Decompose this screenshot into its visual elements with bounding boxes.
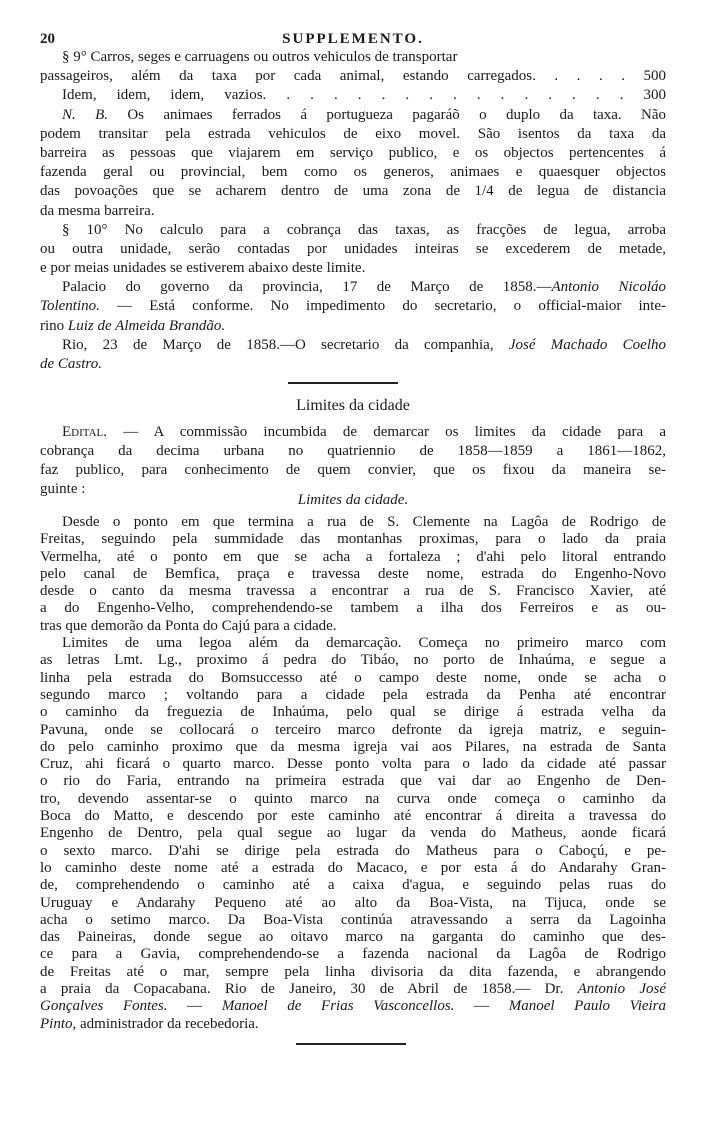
text-line: [40, 998, 666, 1015]
text-line: [40, 635, 666, 652]
text-line: [40, 739, 666, 756]
text-segment: passageiros, além da taxa por cada animal, estando carregados. . . . . 500: [40, 68, 666, 85]
text-line: [40, 549, 666, 566]
text-line: [40, 756, 666, 773]
italic-text: Manoel de Frias Vasconcellos.: [221, 998, 455, 1015]
text-line: [40, 877, 666, 894]
text-segment: Vermelha, até o ponto em que se acha a fortaleza ; d'ahi pelo litoral entrando: [40, 548, 666, 565]
text-segment: tro, devendo assentar-se o quinto marco na curva onde começa o caminho da: [40, 790, 666, 807]
text-segment: o rio do Faria, entrando na primeira estrada que vai dar ao Engenho de Den-: [40, 773, 666, 790]
edital-paragraph: [40, 423, 666, 499]
italic-text: Antonio Nicoláo: [551, 279, 666, 296]
text-line: [40, 670, 666, 687]
subsection-title: Limites da cidade.: [297, 492, 409, 508]
italic-text: N. B.: [62, 106, 109, 123]
text-line: [40, 259, 666, 278]
text-line: [40, 278, 666, 297]
text-segment: Cruz, ahi ficará o quarto marco. Desse ponto volta para o lado da cidade até passar: [40, 756, 666, 773]
text-segment: § 10° No calculo para a cobrança das taxas, as fracções de legua, arroba: [62, 221, 666, 238]
text-segment: linha pela estrada do Bomsuccesso até o campo deste nome, onde se acha o: [40, 669, 666, 686]
text-segment: e por meias unidades se estiverem abaixo deste limite.: [40, 260, 366, 277]
text-segment: Freitas, seguindo pela summidade das montanhas proximas, para o lado da praia: [40, 531, 666, 548]
text-line: [40, 86, 666, 105]
text-line: [40, 182, 666, 201]
text-segment: Idem, idem, idem, vazios. . . . . . . . . . . . . . . . 300: [62, 87, 666, 104]
text-line: [40, 895, 666, 912]
text-segment: Boca do Matto, e descendo por este caminho até encontrar á direita a travessa do: [40, 808, 666, 825]
text-line: [40, 317, 666, 336]
italic-text: Pinto,: [40, 1015, 77, 1032]
text-segment: § 9° Carros, seges e carruagens ou outros vehiculos de transportar: [62, 49, 458, 65]
text-line: [40, 514, 666, 531]
text-segment: o sexto marco. D'ahi se dirige pela estrada do Matheus para o Caboçú, e pe-: [40, 842, 666, 859]
section-divider: [288, 382, 398, 384]
text-line: [40, 240, 666, 259]
italic-text: Luiz de Almeida Brandão.: [67, 317, 226, 334]
text-segment: barreira as pessoas que viajarem em serviço publico, e os objectos pertencentes á: [40, 144, 666, 161]
text-segment: cobrança da decima urbana no quatriennio de 1858—1859 a 1861—1862,: [40, 443, 666, 459]
text-line: [40, 618, 666, 635]
text-segment: desde o canto da mesma travessa a encontrar a rua de S. Francisco Xavier, até: [40, 583, 666, 600]
text-line: [40, 808, 666, 825]
text-line: [40, 981, 666, 998]
italic-text: de Castro.: [40, 356, 102, 372]
closing-divider: [296, 1043, 406, 1045]
text-line: [40, 202, 666, 221]
text-line: [40, 125, 666, 144]
italic-text: Gonçalves Fontes.: [40, 998, 168, 1015]
text-segment: — A commissão incumbida de demarcar os limites da cidade para a: [107, 424, 666, 440]
text-line: [40, 946, 666, 963]
text-line: [40, 860, 666, 877]
text-line: [40, 461, 666, 480]
running-title: SUPPLEMENTO.: [282, 31, 424, 47]
text-segment: pelo canal de Bemfica, praça e travessa deste nome, estrada do Engenho-Novo: [40, 565, 666, 582]
text-segment: acha o setimo marco. Da Boa-Vista continúa atravessando a serra da Lagoinha: [40, 911, 666, 928]
text-line: [40, 964, 666, 981]
text-line: [40, 221, 666, 240]
text-segment: Rio, 23 de Março de 1858.—O secretario da companhia,: [62, 336, 509, 353]
text-segment: fazenda geral ou provincial, bem como os generos, animaes e quaesquer objectos: [40, 164, 666, 181]
text-line: [40, 67, 666, 86]
italic-text: José Machado Coelho: [508, 336, 666, 353]
text-line: [40, 929, 666, 946]
text-segment: —: [167, 998, 222, 1015]
text-line: [40, 297, 666, 316]
text-segment: Engenho de Dentro, pela qual segue ao lugar da venda do Matheus, aonde ficará: [40, 825, 666, 842]
text-line: [40, 704, 666, 721]
section-title: Limites da cidade: [296, 397, 410, 414]
text-segment: ce para a Gavia, comprehendendo-se a fazenda nacional da Lagôa de Rodrigo: [40, 946, 666, 963]
text-line: [40, 583, 666, 600]
text-line: [40, 600, 666, 617]
text-segment: Limites de uma legoa além da demarcação. Começa no primeiro marco com: [62, 635, 666, 652]
text-line: [40, 48, 666, 67]
text-segment: segundo marco ; voltando para a cidade pela estrada da Penha até encontrar: [40, 686, 666, 703]
city-limits-text: [40, 514, 666, 1033]
text-segment: faz publico, para conhecimento de quem convier, que os fixou da maneira se-: [40, 462, 666, 478]
text-segment: rino: [40, 317, 68, 334]
text-line: [40, 652, 666, 669]
text-line: [40, 355, 666, 374]
text-segment: — Está conforme. No impedimento do secretario, o official-maior inte-: [99, 298, 666, 315]
text-line: [40, 442, 666, 461]
text-segment: a praia da Copacabana. Rio de Janeiro, 30 de Abril de 1858.— Dr.: [40, 981, 578, 998]
text-segment: lo caminho deste nome até a estrada do Macaco, e por esta á do Andarahy Gran-: [40, 859, 666, 876]
text-segment: das povoações que se acharem dentro de uma zona de 1/4 de legua de distancia: [40, 183, 666, 200]
text-segment: guinte :: [40, 481, 86, 497]
italic-text: Antonio José: [577, 981, 666, 998]
text-segment: Desde o ponto em que termina a rua de S. Clemente na Lagôa de Rodrigo de: [62, 514, 666, 530]
text-line: [40, 843, 666, 860]
text-line: [40, 825, 666, 842]
text-segment: as letras Lmt. Lg., proximo á pedra do Tibáo, no porto de Inhaúma, e segue a: [40, 652, 666, 669]
text-line: [40, 336, 666, 355]
text-line: [40, 791, 666, 808]
italic-text: Tolentino.: [40, 298, 100, 315]
page-number: 20: [40, 31, 55, 47]
text-segment: do pelo caminho proximo que da mesma igreja vai aos Pilares, na estrada de Santa: [40, 738, 666, 755]
text-line: [40, 773, 666, 790]
text-line: [40, 722, 666, 739]
text-segment: podem transitar pela estrada vehiculos de eixo movel. São isentos da taxa da: [40, 125, 666, 142]
text-segment: ou outra unidade, serão contadas por unidades inteiras se excederem de metade,: [40, 240, 666, 257]
text-segment: a do Engenho-Velho, comprehendendo-se tambem a ilha dos Ferreiros e as ou-: [40, 600, 666, 617]
smallcaps-text: Edital.: [62, 424, 108, 440]
text-line: [40, 423, 666, 442]
text-segment: das Paineiras, donde segue ao oitavo marco na garganta do caminho que des-: [40, 929, 666, 946]
italic-text: Manoel Paulo Vieira: [508, 998, 666, 1015]
text-segment: o caminho da freguezia de Inhaúma, pelo qual se dirige á estrada velha da: [40, 704, 666, 721]
text-segment: da mesma barreira.: [40, 202, 155, 219]
text-segment: administrador da recebedoria.: [76, 1015, 259, 1032]
text-line: [40, 106, 666, 125]
text-segment: de, comprehendendo o caminho até a caixa d'agua, e seguindo pelas ruas do: [40, 877, 666, 894]
text-line: [40, 163, 666, 182]
text-line: [40, 912, 666, 929]
text-line: [40, 566, 666, 583]
text-segment: —: [454, 998, 509, 1015]
text-line: [40, 531, 666, 548]
text-segment: Os animaes ferrados á portugueza pagaráõ o duplo da taxa. Não: [108, 106, 666, 123]
text-segment: Uruguay e Andarahy Pequeno até ao alto da Boa-Vista, na Tijuca, onde se: [40, 894, 666, 911]
text-segment: tras que demorão da Ponta do Cajú para a cidade.: [40, 617, 337, 634]
text-line: [40, 687, 666, 704]
toll-regulation-text: [40, 48, 666, 374]
text-line: [40, 144, 666, 163]
text-segment: Palacio do governo da provincia, 17 de Março de 1858.—: [62, 279, 552, 296]
text-segment: Pavuna, onde se collocará o terceiro marco defronte da igreja matriz, e seguin-: [40, 721, 666, 738]
text-line: [40, 1016, 666, 1033]
text-segment: de Freitas até o mar, sempre pela linha divisoria da dita fazenda, e abrangendo: [40, 963, 666, 980]
